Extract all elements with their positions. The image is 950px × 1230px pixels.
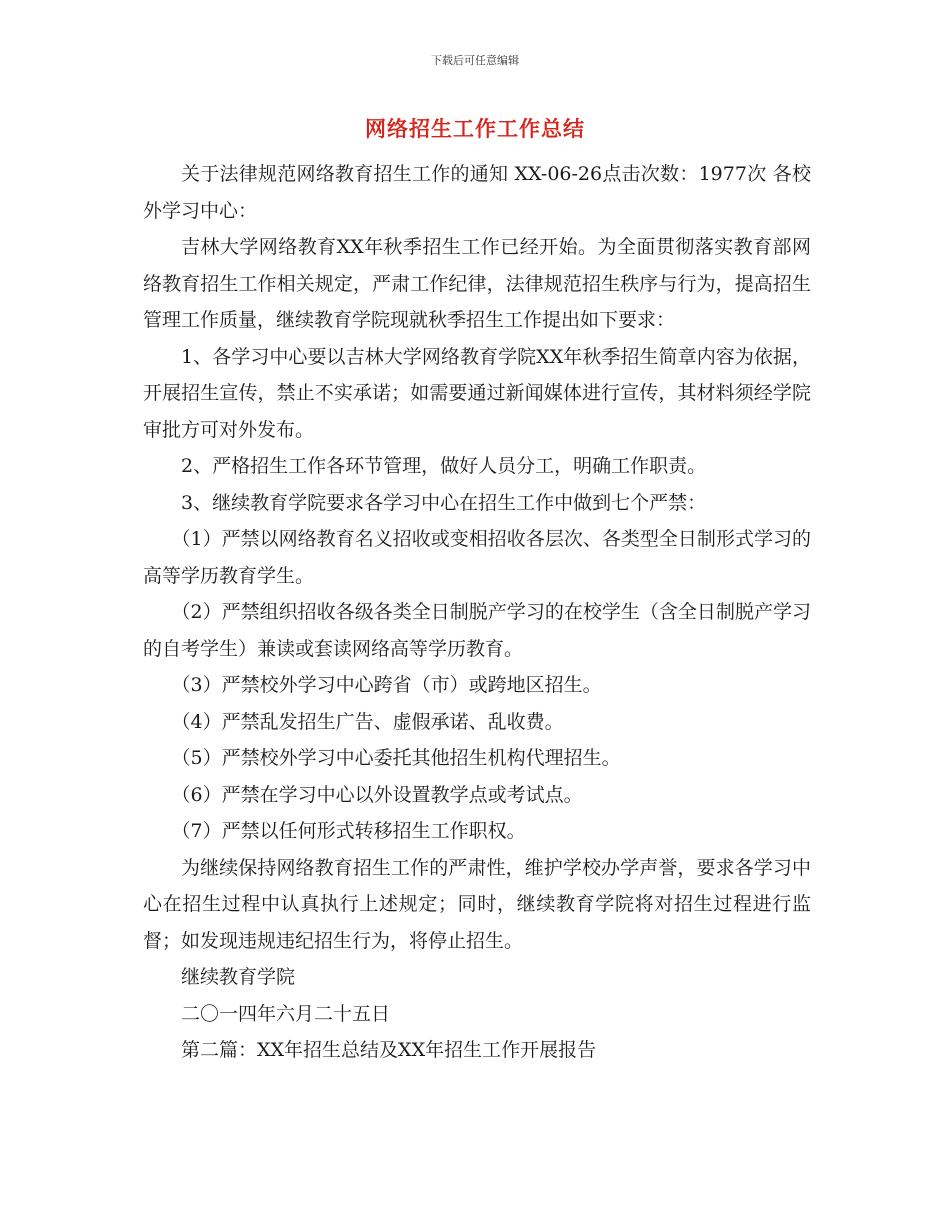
paragraph-prohibition-7: （7）严禁以任何形式转移招生工作职权。 bbox=[171, 820, 526, 842]
paragraph-item-1: 1、各学习中心要以吉林大学网络教育学院XX年秋季招生简章内容为依据，开展招生宣传，禁止不实承诺；如需要通过新闻媒体进行宣传，其材料须经学院审批方可对外发布。 bbox=[143, 345, 811, 441]
paragraph-prohibition-2: （2）严禁组织招收各级各类全日制脱产学习的在校学生（含全日制脱产学习的自考学生）兼读或套读网络高等学历教育。 bbox=[143, 601, 811, 660]
paragraph-item-2: 2、严格招生工作各环节管理，做好人员分工，明确工作职责。 bbox=[181, 455, 707, 477]
paragraph-prohibition-1: （1）严禁以网络教育名义招收或变相招收各层次、各类型全日制形式学习的高等学历教育学生。 bbox=[143, 528, 811, 587]
signature-organization: 继续教育学院 bbox=[181, 966, 296, 988]
paragraph-conclusion: 为继续保持网络教育招生工作的严肃性，维护学校办学声誉，要求各学习中心在招生过程中认真执行上述规定；同时，继续教育学院将对招生过程进行监督；如发现违规违纪招生行为，将停止招生。 bbox=[143, 856, 811, 952]
paragraph-prohibition-3: （3）严禁校外学习中心跨省（市）或跨地区招生。 bbox=[171, 674, 602, 696]
section-heading-part-two: 第二篇：XX年招生总结及XX年招生工作开展报告 bbox=[181, 1039, 597, 1061]
paragraph-overview: 吉林大学网络教育XX年秋季招生工作已经开始。为全面贯彻落实教育部网络教育招生工作相关规定，严肃工作纪律，法律规范招生秩序与行为，提高招生管理工作质量，继续教育学院现就秋季招生工作提出如下要求： bbox=[143, 236, 811, 331]
paragraph-prohibition-5: （5）严禁校外学习中心委托其他招生机构代理招生。 bbox=[171, 747, 621, 769]
paragraph-prohibition-4: （4）严禁乱发招生广告、虚假承诺、乱收费。 bbox=[171, 710, 564, 733]
paragraph-item-3: 3、继续教育学院要求各学习中心在招生工作中做到七个严禁： bbox=[181, 491, 707, 514]
paragraph-notice-intro: 关于法律规范网络教育招生工作的通知 XX-06-26点击次数：1977次 各校外学习中心： bbox=[143, 163, 811, 222]
page-header-note: 下载后可任意编辑 bbox=[431, 54, 519, 67]
document-title: 网络招生工作工作总结 bbox=[365, 117, 585, 141]
signature-date: 二〇一四年六月二十五日 bbox=[181, 1002, 391, 1025]
paragraph-prohibition-6: （6）严禁在学习中心以外设置教学点或考试点。 bbox=[171, 783, 583, 806]
document-body bbox=[143, 156, 811, 1069]
